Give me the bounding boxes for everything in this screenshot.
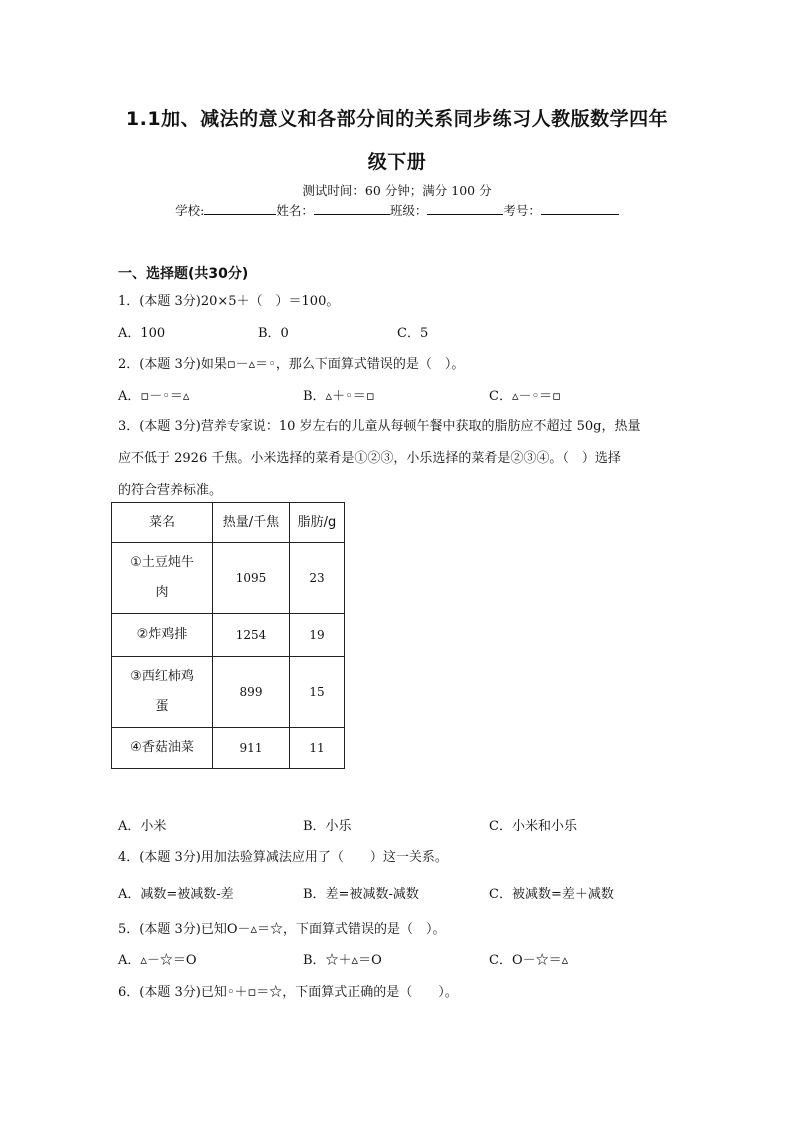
question-2-option-b[interactable]: B．▵＋◦＝▫ xyxy=(303,389,375,404)
heat-cell: 911 xyxy=(213,728,290,769)
question-3-stem-line-1: 3．(本题 3分)营养专家说：10 岁左右的儿童从每顿午餐中获取的脂肪应不超过 50g，热量 xyxy=(118,419,641,434)
school-label: 学校: xyxy=(175,203,205,218)
table-header-cell: 热量/千焦 xyxy=(213,503,290,543)
question-1-stem: 1．(本题 3分)20×5＋（ ）＝100。 xyxy=(118,294,340,309)
question-4-option-c[interactable]: C．被减数=差＋减数 xyxy=(489,887,614,902)
heat-cell: 1254 xyxy=(213,614,290,657)
table-row xyxy=(112,728,345,769)
fat-cell: 23 xyxy=(290,543,345,614)
dish-name-cell xyxy=(112,657,213,728)
question-1-option-a[interactable]: A．100 xyxy=(118,326,166,341)
exam-no-label: 考号： xyxy=(503,203,541,218)
section-heading: 一、选择题(共30分) xyxy=(118,266,249,282)
dish-name: ③西红柿鸡 xyxy=(130,669,194,684)
dish-name-continued: 肉 xyxy=(155,585,169,600)
dish-name-cell: ②炸鸡排 xyxy=(112,614,213,657)
table-row xyxy=(112,543,345,614)
question-5-stem: 5．(本题 3分)已知O－▵＝☆，下面算式错误的是（ ）。 xyxy=(118,922,446,937)
class-label: 班级： xyxy=(389,203,428,218)
class-blank[interactable] xyxy=(427,202,503,215)
name-label: 姓名： xyxy=(276,203,314,218)
fat-cell: 19 xyxy=(290,614,345,657)
dish-name: ①土豆炖牛 xyxy=(130,555,194,570)
question-3-option-b[interactable]: B．小乐 xyxy=(303,819,352,834)
question-2-stem: 2．(本题 3分)如果▫－▵＝◦，那么下面算式错误的是（ ）。 xyxy=(118,357,465,372)
table-row xyxy=(112,614,345,657)
question-3-stem-line-2: 应不低于 2926 千焦。小米选择的菜肴是①②③，小乐选择的菜肴是②③④。（ ）选择 xyxy=(118,451,621,466)
question-2-option-c[interactable]: C．▵－◦＝▫ xyxy=(489,389,561,404)
question-3-option-c[interactable]: C．小米和小乐 xyxy=(489,819,577,834)
dish-name-continued: 蛋 xyxy=(155,699,169,714)
heat-cell: 1095 xyxy=(213,543,290,614)
question-4-stem: 4．(本题 3分)用加法验算减法应用了（ ）这一关系。 xyxy=(118,850,448,865)
question-3-option-a[interactable]: A．小米 xyxy=(118,819,167,834)
table-header-cell: 脂肪/g xyxy=(290,503,345,543)
fat-cell: 15 xyxy=(290,657,345,728)
table-row xyxy=(112,657,345,728)
question-5-option-b[interactable]: B．☆＋▵＝O xyxy=(303,953,382,968)
question-5-option-a[interactable]: A．▵－☆＝O xyxy=(118,953,197,968)
exam-no-blank[interactable] xyxy=(541,202,619,215)
name-blank[interactable] xyxy=(314,202,390,215)
dish-name-cell: ④香菇油菜 xyxy=(112,728,213,769)
question-1-option-c[interactable]: C．5 xyxy=(397,326,429,341)
page-title-continued: 级下册 xyxy=(367,151,427,173)
school-blank[interactable] xyxy=(204,202,276,215)
fat-cell: 11 xyxy=(290,728,345,769)
heat-cell: 899 xyxy=(213,657,290,728)
question-1-option-b[interactable]: B．0 xyxy=(258,326,289,341)
table-header-cell: 菜名 xyxy=(112,503,213,543)
test-info: 测试时间：60 分钟；满分 100 分 xyxy=(302,183,492,198)
nutrition-table xyxy=(111,502,345,769)
page-title: 1.1加、减法的意义和各部分间的关系同步练习人教版数学四年 xyxy=(125,108,669,130)
question-3-stem-line-3: 的符合营养标准。 xyxy=(118,483,223,498)
question-6-stem: 6．(本题 3分)已知◦＋▫＝☆，下面算式正确的是（ ）。 xyxy=(118,985,458,1000)
question-4-option-a[interactable]: A．减数=被减数-差 xyxy=(118,887,234,902)
question-4-option-b[interactable]: B．差=被减数-减数 xyxy=(303,887,419,902)
student-info-fields xyxy=(0,201,794,219)
table-header-row xyxy=(112,503,345,543)
dish-name-cell xyxy=(112,543,213,614)
question-5-option-c[interactable]: C．O－☆＝▵ xyxy=(489,953,569,968)
question-2-option-a[interactable]: A．▫－◦＝▵ xyxy=(118,389,190,404)
